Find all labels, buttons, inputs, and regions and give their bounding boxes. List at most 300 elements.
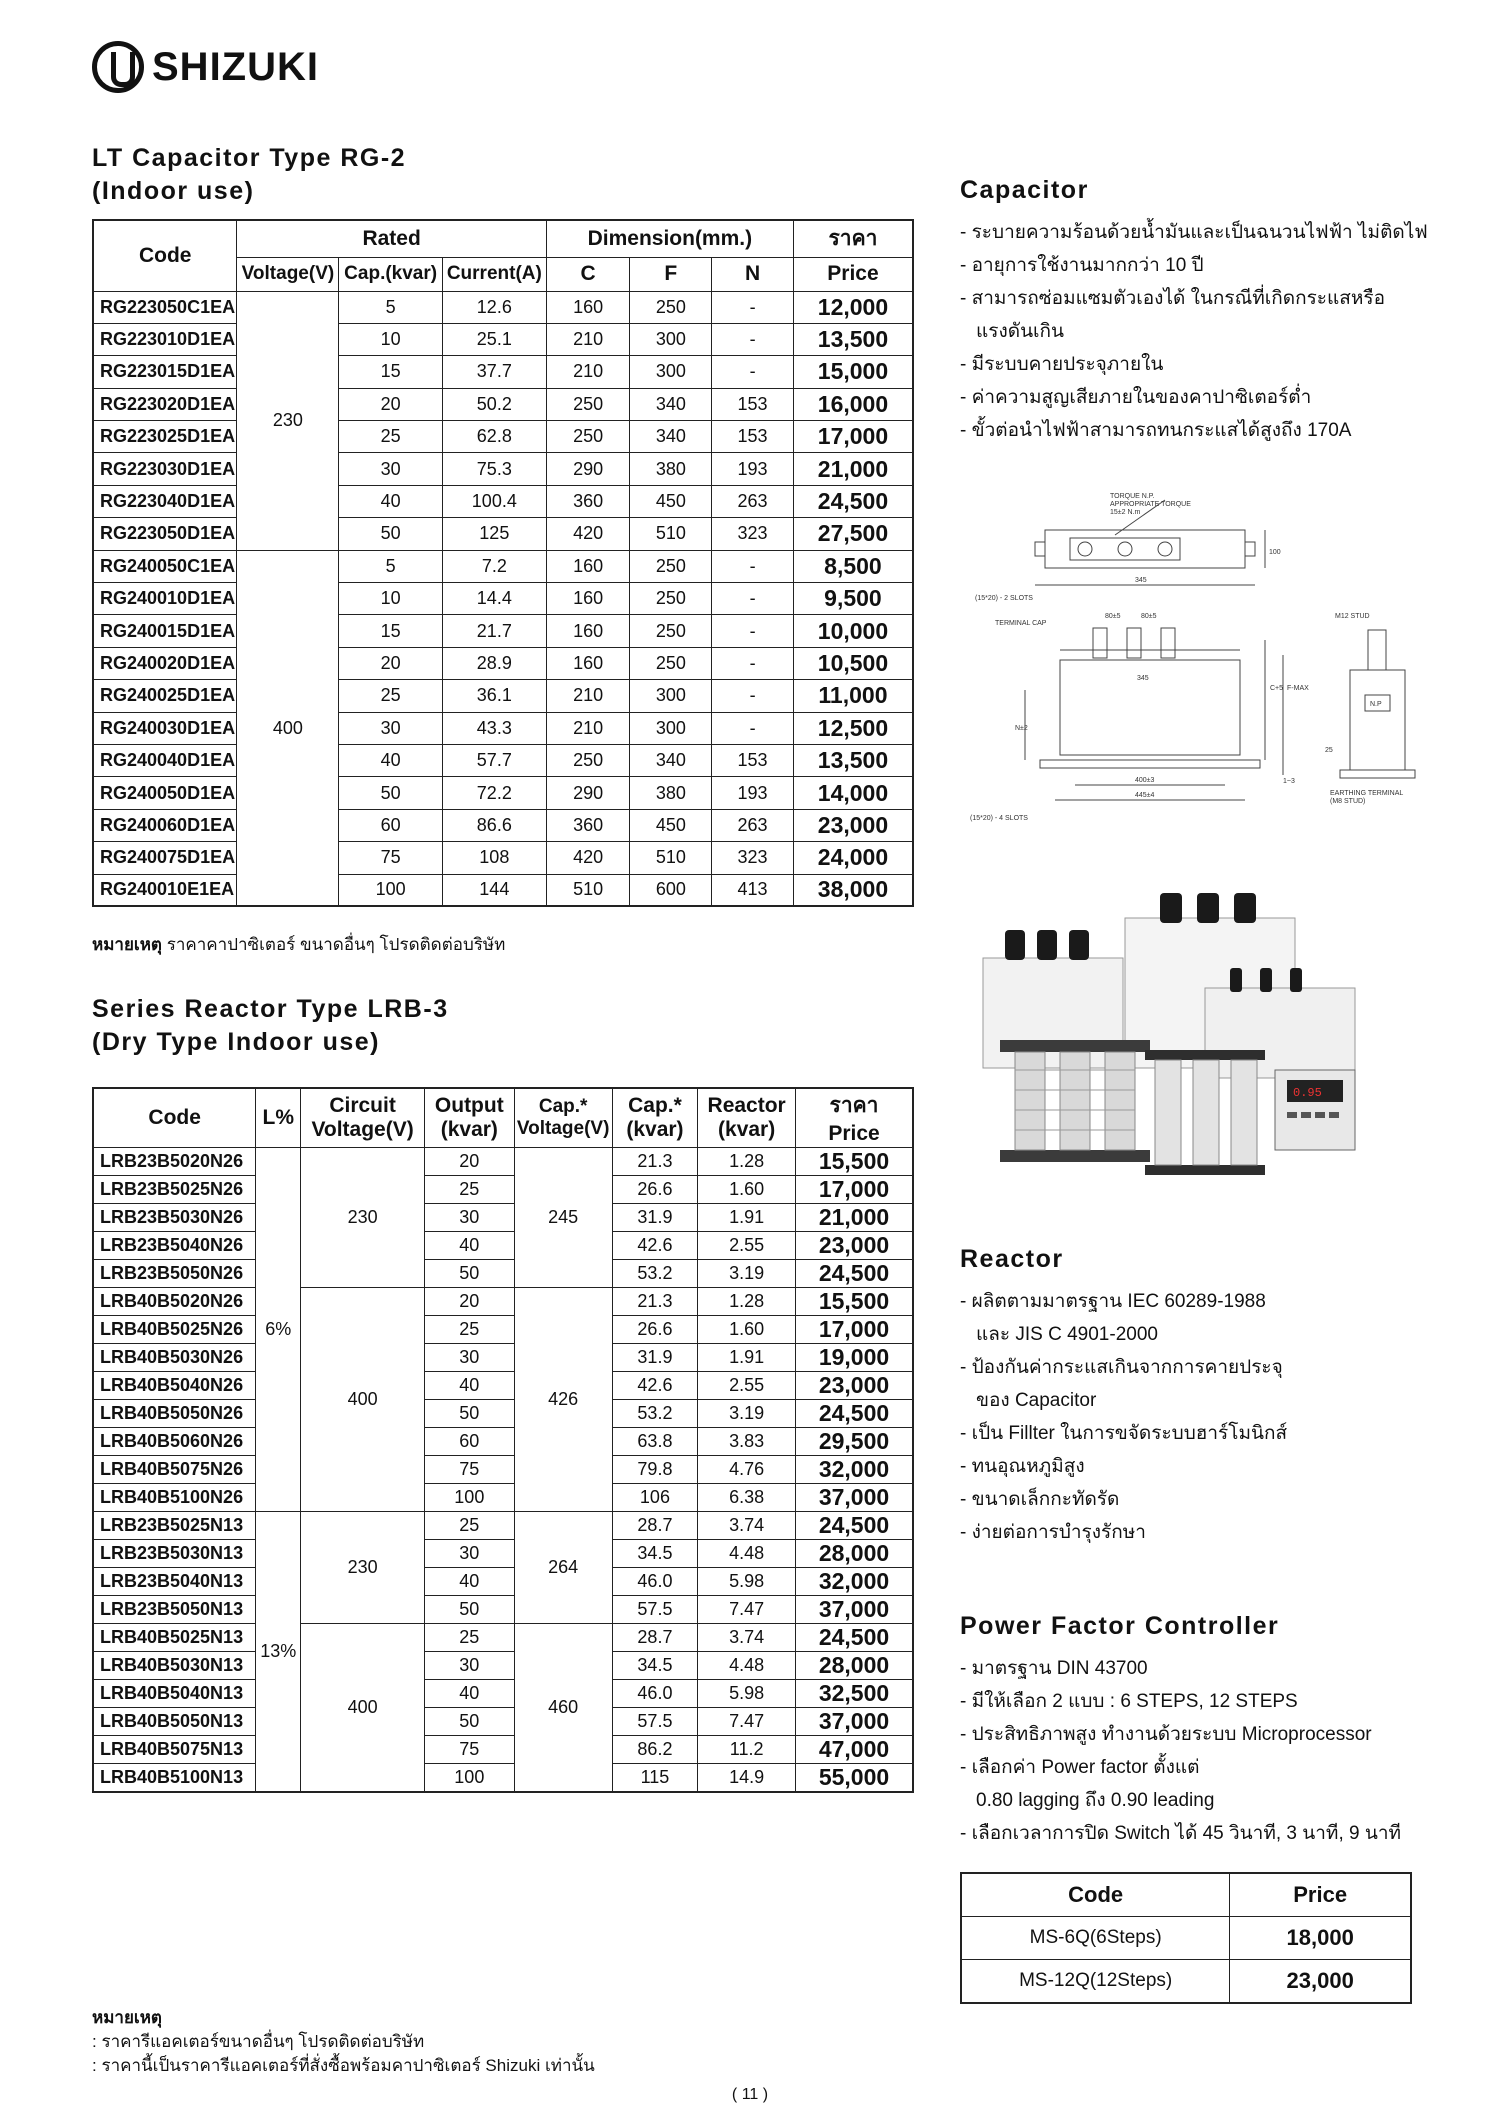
shizuki-logo — [92, 38, 319, 96]
cell-n: 153 — [712, 421, 794, 453]
cell-cap: 25 — [339, 421, 442, 453]
cell-price: 13,500 — [793, 323, 913, 355]
cell-output: 20 — [424, 1287, 514, 1315]
cell-current: 86.6 — [442, 809, 546, 841]
cell-cap-kvar: 53.2 — [612, 1399, 698, 1427]
cell-cap-voltage: 460 — [514, 1623, 612, 1792]
cell-code: LRB23B5030N13 — [93, 1539, 256, 1567]
cell-n: 153 — [712, 388, 794, 420]
cell-code: LRB23B5025N26 — [93, 1175, 256, 1203]
cell-c: 420 — [546, 518, 630, 550]
cell-n: 263 — [712, 809, 794, 841]
table-row — [93, 680, 913, 712]
cell-cap-kvar: 53.2 — [612, 1259, 698, 1287]
feature-text: - ค่าความสูญเสียภายในของคาปาซิเตอร์ต่ำ — [960, 387, 1312, 408]
pfc-col-code: Code — [961, 1873, 1230, 1917]
cell-price: 24,500 — [793, 485, 913, 517]
cell-code: LRB40B5075N13 — [93, 1735, 256, 1763]
cell-c: 360 — [546, 809, 630, 841]
cell-c: 160 — [546, 550, 630, 582]
cell-cap-kvar: 57.5 — [612, 1707, 698, 1735]
table-row — [93, 1567, 913, 1595]
cell-n: - — [712, 712, 794, 744]
cell-price: 15,500 — [796, 1287, 913, 1315]
cell-cap: 10 — [339, 583, 442, 615]
cell-c: 290 — [546, 453, 630, 485]
cell-price: 23,000 — [796, 1371, 913, 1399]
cell-price: 24,500 — [796, 1623, 913, 1651]
cell-output: 60 — [424, 1427, 514, 1455]
cell-code: LRB40B5040N13 — [93, 1679, 256, 1707]
drawing-torque-label3: 15±2 N.m — [1110, 509, 1141, 516]
table-row — [93, 485, 913, 517]
cell-cap-voltage: 264 — [514, 1511, 612, 1623]
cell-cap: 60 — [339, 809, 442, 841]
cell-code: RG240025D1EA — [93, 680, 237, 712]
cell-reactor-kvar: 4.76 — [698, 1455, 796, 1483]
cell-code: RG223040D1EA — [93, 485, 237, 517]
cell-cap: 20 — [339, 388, 442, 420]
cell-output: 50 — [424, 1399, 514, 1427]
cell-cap-kvar: 34.5 — [612, 1539, 698, 1567]
capacitor-info-title: Capacitor — [960, 176, 1089, 204]
table-row — [93, 744, 913, 776]
cell-output: 30 — [424, 1343, 514, 1371]
cell-code: RG223020D1EA — [93, 388, 237, 420]
cell-current: 25.1 — [442, 323, 546, 355]
cell-cap: 20 — [339, 647, 442, 679]
col-cap-voltage: Cap.* Voltage(V) — [514, 1088, 612, 1147]
cell-price: 13,500 — [793, 744, 913, 776]
feature-item — [960, 1718, 1450, 1751]
col-code: Code — [93, 220, 237, 291]
table-row — [93, 1287, 913, 1315]
cell-f: 510 — [630, 518, 712, 550]
cell-reactor-kvar: 1.60 — [698, 1175, 796, 1203]
cell-code: LRB40B5030N13 — [93, 1651, 256, 1679]
cell-reactor-kvar: 7.47 — [698, 1595, 796, 1623]
drawing-dim-80b: 80±5 — [1141, 613, 1157, 620]
cell-price: 37,000 — [796, 1707, 913, 1735]
cell-circuit-voltage: 230 — [301, 1511, 425, 1623]
cell-n: - — [712, 291, 794, 323]
cell-cap-kvar: 26.6 — [612, 1175, 698, 1203]
feature-text-cont: แรงดันเกิน — [976, 321, 1065, 342]
feature-text-cont: ของ Capacitor — [976, 1390, 1097, 1411]
drawing-slots-top: (15*20) - 2 SLOTS — [975, 595, 1033, 602]
drawing-m12-stud: M12 STUD — [1335, 613, 1370, 620]
cell-code: LRB23B5025N13 — [93, 1511, 256, 1539]
cell-output: 25 — [424, 1175, 514, 1203]
table-row — [93, 1595, 913, 1623]
feature-item — [960, 1417, 1440, 1450]
feature-item — [960, 1685, 1450, 1718]
cell-n: 323 — [712, 518, 794, 550]
cell-n: - — [712, 356, 794, 388]
table-row — [93, 291, 913, 323]
cell-cap-kvar: 34.5 — [612, 1651, 698, 1679]
cell-n: - — [712, 680, 794, 712]
cell-code: RG240060D1EA — [93, 809, 237, 841]
feature-item — [960, 1516, 1440, 1549]
cell-code: RG240015D1EA — [93, 615, 237, 647]
cell-reactor-kvar: 1.60 — [698, 1315, 796, 1343]
cell-reactor-kvar: 5.98 — [698, 1567, 796, 1595]
cell-voltage: 230 — [237, 291, 339, 550]
cell-output: 20 — [424, 1147, 514, 1175]
cell-current: 12.6 — [442, 291, 546, 323]
cell-f: 300 — [630, 712, 712, 744]
cell-circuit-voltage: 400 — [301, 1623, 425, 1792]
cell-cap-kvar: 63.8 — [612, 1427, 698, 1455]
cell-code: LRB40B5050N26 — [93, 1399, 256, 1427]
cell-code: RG240050D1EA — [93, 777, 237, 809]
cell-reactor-kvar: 11.2 — [698, 1735, 796, 1763]
drawing-f-max: F-MAX — [1287, 685, 1309, 692]
table-row — [93, 323, 913, 355]
feature-item — [960, 1483, 1440, 1516]
drawing-dim-25: 25 — [1325, 747, 1333, 754]
cell-reactor-kvar: 4.48 — [698, 1539, 796, 1567]
cell-c: 210 — [546, 712, 630, 744]
table-row — [93, 1511, 913, 1539]
cell-c: 250 — [546, 421, 630, 453]
table-row — [93, 647, 913, 679]
cell-price: 12,500 — [793, 712, 913, 744]
feature-text-cont: และ JIS C 4901-2000 — [976, 1324, 1158, 1345]
reactor-info-title: Reactor — [960, 1245, 1064, 1273]
cell-f: 250 — [630, 647, 712, 679]
cell-c: 290 — [546, 777, 630, 809]
cell-cap-kvar: 42.6 — [612, 1231, 698, 1259]
cell-cap-kvar: 86.2 — [612, 1735, 698, 1763]
feature-item — [960, 348, 1440, 381]
cell-cap-voltage: 245 — [514, 1147, 612, 1287]
cell-reactor-kvar: 5.98 — [698, 1679, 796, 1707]
cell-f: 510 — [630, 842, 712, 874]
table-row — [93, 1679, 913, 1707]
cell-f: 600 — [630, 874, 712, 906]
cell-f: 340 — [630, 388, 712, 420]
col-reactor-kvar: Reactor (kvar) — [698, 1088, 796, 1147]
cell-c: 160 — [546, 615, 630, 647]
col-n: N — [712, 257, 794, 291]
cell-price: 27,500 — [793, 518, 913, 550]
cell-cap: 10 — [339, 323, 442, 355]
cell-cap: 50 — [339, 777, 442, 809]
cell-current: 100.4 — [442, 485, 546, 517]
cell-current: 43.3 — [442, 712, 546, 744]
cell-output: 50 — [424, 1707, 514, 1735]
cell-code: RG240030D1EA — [93, 712, 237, 744]
cell-cap: 30 — [339, 453, 442, 485]
cell-f: 380 — [630, 453, 712, 485]
cell-price: 32,000 — [796, 1567, 913, 1595]
cell-cap: 75 — [339, 842, 442, 874]
cell-cap-kvar: 79.8 — [612, 1455, 698, 1483]
table-row — [93, 1371, 913, 1399]
table-row — [93, 421, 913, 453]
cell-current: 14.4 — [442, 583, 546, 615]
cell-circuit-voltage: 400 — [301, 1287, 425, 1511]
cell-cap-kvar: 115 — [612, 1763, 698, 1792]
cell-price: 24,500 — [796, 1511, 913, 1539]
feature-item — [960, 1652, 1450, 1685]
cell-code: RG240020D1EA — [93, 647, 237, 679]
cell-f: 300 — [630, 356, 712, 388]
capacitor-table-title: LT Capacitor Type RG-2 (Indoor use) — [92, 144, 407, 205]
table-row — [93, 842, 913, 874]
cell-output: 40 — [424, 1679, 514, 1707]
table-row — [93, 777, 913, 809]
cell-price: 38,000 — [793, 874, 913, 906]
cell-code: LRB23B5040N13 — [93, 1567, 256, 1595]
cell-f: 250 — [630, 291, 712, 323]
cell-price: 23,000 — [793, 809, 913, 841]
cell-cap-kvar: 21.3 — [612, 1147, 698, 1175]
cell-current: 50.2 — [442, 388, 546, 420]
cell-f: 250 — [630, 615, 712, 647]
cell-price: 24,500 — [796, 1259, 913, 1287]
cell-code: LRB40B5100N26 — [93, 1483, 256, 1511]
table-row — [93, 1147, 913, 1175]
cell-price: 28,000 — [796, 1539, 913, 1567]
cell-reactor-kvar: 3.74 — [698, 1623, 796, 1651]
cell-current: 37.7 — [442, 356, 546, 388]
cell-code: RG240075D1EA — [93, 842, 237, 874]
product-photo — [975, 890, 1425, 1180]
cell-reactor-kvar: 2.55 — [698, 1231, 796, 1259]
cell-current: 28.9 — [442, 647, 546, 679]
table-row — [961, 1960, 1411, 2004]
drawing-terminal-cap: TERMINAL CAP — [995, 620, 1047, 627]
cell-price: 15,500 — [796, 1147, 913, 1175]
cell-output: 30 — [424, 1539, 514, 1567]
table-row — [93, 1175, 913, 1203]
drawing-n2: N±2 — [1015, 725, 1028, 732]
feature-text: - เลือกค่า Power factor ตั้งแต่ — [960, 1757, 1200, 1778]
cell-cap: 50 — [339, 518, 442, 550]
feature-item — [960, 1351, 1440, 1417]
table-row — [93, 1763, 913, 1792]
feature-text: - มาตรฐาน DIN 43700 — [960, 1658, 1148, 1679]
table-row — [93, 388, 913, 420]
cell-current: 75.3 — [442, 453, 546, 485]
feature-text: - สามารถซ่อมแซมตัวเองได้ ในกรณีที่เกิดกระแสหรือ — [960, 288, 1385, 309]
cell-code: RG223050C1EA — [93, 291, 237, 323]
capacitor-note: หมายเหตุ ราคาคาปาซิเตอร์ ขนาดอื่นๆ โปรดติดต่อบริษัท — [92, 935, 506, 954]
cell-price: 15,000 — [793, 356, 913, 388]
pfc-info-title: Power Factor Controller — [960, 1612, 1280, 1640]
feature-text: - ระบายความร้อนด้วยน้ำมันและเป็นฉนวนไฟฟ้า ไม่ติดไฟ — [960, 222, 1428, 243]
table-row — [93, 518, 913, 550]
pfc-cell-price: 18,000 — [1230, 1917, 1411, 1960]
cell-voltage: 400 — [237, 550, 339, 906]
cell-cap: 5 — [339, 291, 442, 323]
cell-code: LRB40B5040N26 — [93, 1371, 256, 1399]
cell-c: 250 — [546, 388, 630, 420]
cell-price: 21,000 — [796, 1203, 913, 1231]
cell-cap: 5 — [339, 550, 442, 582]
cell-cap-kvar: 42.6 — [612, 1371, 698, 1399]
table-row — [93, 1427, 913, 1455]
feature-text: - ขั้วต่อนำไฟฟ้าสามารถทนกระแสได้สูงถึง 170A — [960, 420, 1352, 441]
cell-price: 10,500 — [793, 647, 913, 679]
cell-c: 360 — [546, 485, 630, 517]
feature-item — [960, 249, 1440, 282]
cell-cap: 30 — [339, 712, 442, 744]
cell-reactor-kvar: 1.28 — [698, 1147, 796, 1175]
cell-reactor-kvar: 7.47 — [698, 1707, 796, 1735]
table-row — [93, 1707, 913, 1735]
cell-c: 250 — [546, 744, 630, 776]
cell-price: 17,000 — [796, 1175, 913, 1203]
cell-price: 23,000 — [796, 1231, 913, 1259]
cell-output: 75 — [424, 1735, 514, 1763]
drawing-np: N.P — [1370, 701, 1382, 708]
cell-code: LRB40B5075N26 — [93, 1455, 256, 1483]
feature-text: - ประสิทธิภาพสูง ทำงานด้วยระบบ Microprocessor — [960, 1724, 1372, 1745]
cell-current: 57.7 — [442, 744, 546, 776]
cell-code: RG223025D1EA — [93, 421, 237, 453]
cell-n: - — [712, 323, 794, 355]
cell-price: 55,000 — [796, 1763, 913, 1792]
table-row — [93, 1651, 913, 1679]
cell-n: 153 — [712, 744, 794, 776]
cell-f: 450 — [630, 485, 712, 517]
cell-cap-kvar: 26.6 — [612, 1315, 698, 1343]
feature-item — [960, 381, 1440, 414]
feature-text: - มีระบบคายประจุภายใน — [960, 354, 1164, 375]
cell-cap: 15 — [339, 356, 442, 388]
cell-cap-voltage: 426 — [514, 1287, 612, 1511]
cell-output: 50 — [424, 1259, 514, 1287]
cell-c: 420 — [546, 842, 630, 874]
feature-text: - ง่ายต่อการบำรุงรักษา — [960, 1522, 1146, 1543]
feature-text-cont: 0.80 lagging ถึง 0.90 leading — [976, 1790, 1215, 1811]
cell-output: 25 — [424, 1315, 514, 1343]
cell-reactor-kvar: 14.9 — [698, 1763, 796, 1792]
col-c: C — [546, 257, 630, 291]
cell-reactor-kvar: 2.55 — [698, 1371, 796, 1399]
cell-reactor-kvar: 6.38 — [698, 1483, 796, 1511]
cell-reactor-kvar: 4.48 — [698, 1651, 796, 1679]
drawing-dim-80a: 80±5 — [1105, 613, 1121, 620]
cell-cap: 100 — [339, 874, 442, 906]
cell-current: 36.1 — [442, 680, 546, 712]
reactor-note: หมายเหตุ : ราคารีแอคเตอร์ขนาดอื่นๆ โปรดติดต่อบริษัท : ราคานี้เป็นราคารีแอคเตอร์ที่สั่งซื้อพร้อมคาปาซิเตอร์ Shizuki เท่านั้น — [92, 2008, 595, 2075]
table-row — [93, 1315, 913, 1343]
cell-current: 144 — [442, 874, 546, 906]
table-row — [93, 583, 913, 615]
table-row — [93, 550, 913, 582]
col-cap: Cap.(kvar) — [339, 257, 442, 291]
cell-cap-kvar: 31.9 — [612, 1343, 698, 1371]
drawing-earthing2: (M8 STUD) — [1330, 798, 1366, 805]
cell-code: RG240010D1EA — [93, 583, 237, 615]
cell-output: 50 — [424, 1595, 514, 1623]
table-row — [93, 1343, 913, 1371]
pfc-cell-code: MS-12Q(12Steps) — [961, 1960, 1230, 2004]
cell-output: 25 — [424, 1511, 514, 1539]
col-voltage: Voltage(V) — [237, 257, 339, 291]
cell-price: 9,500 — [793, 583, 913, 615]
cell-f: 300 — [630, 680, 712, 712]
table-row — [961, 1917, 1411, 1960]
cell-code: LRB23B5050N26 — [93, 1259, 256, 1287]
pfc-features — [960, 1652, 1450, 1850]
reactor-price-table — [92, 1087, 914, 1793]
cell-code: LRB23B5040N26 — [93, 1231, 256, 1259]
cell-price: 37,000 — [796, 1595, 913, 1623]
col-code: Code — [93, 1088, 256, 1147]
cell-current: 7.2 — [442, 550, 546, 582]
cell-c: 160 — [546, 583, 630, 615]
cell-n: 193 — [712, 453, 794, 485]
cell-output: 100 — [424, 1763, 514, 1792]
cell-reactor-kvar: 3.83 — [698, 1427, 796, 1455]
table-row — [93, 874, 913, 906]
drawing-dim-13: 1~3 — [1283, 778, 1295, 785]
cell-cap-kvar: 28.7 — [612, 1623, 698, 1651]
cell-c: 510 — [546, 874, 630, 906]
col-f: F — [630, 257, 712, 291]
reactor-features — [960, 1285, 1440, 1549]
cell-n: 413 — [712, 874, 794, 906]
cell-price: 32,500 — [796, 1679, 913, 1707]
cell-code: LRB40B5060N26 — [93, 1427, 256, 1455]
drawing-slots-bottom: (15*20) - 4 SLOTS — [970, 815, 1028, 822]
shizuki-logo-icon — [92, 41, 144, 93]
drawing-c-max: C+5 — [1270, 685, 1284, 692]
cell-code: RG240010E1EA — [93, 874, 237, 906]
feature-text: - ขนาดเล็กกะทัดรัด — [960, 1489, 1120, 1510]
brand-name: SHIZUKI — [152, 44, 319, 89]
cell-n: 323 — [712, 842, 794, 874]
col-output: Output (kvar) — [424, 1088, 514, 1147]
cell-price: 8,500 — [793, 550, 913, 582]
cell-c: 210 — [546, 323, 630, 355]
cell-current: 62.8 — [442, 421, 546, 453]
cell-f: 300 — [630, 323, 712, 355]
col-price-en: Price — [793, 257, 913, 291]
cell-output: 75 — [424, 1455, 514, 1483]
cell-cap-kvar: 46.0 — [612, 1567, 698, 1595]
cell-current: 72.2 — [442, 777, 546, 809]
cell-code: LRB23B5020N26 — [93, 1147, 256, 1175]
feature-item — [960, 216, 1440, 249]
feature-item — [960, 1751, 1450, 1817]
cell-price: 47,000 — [796, 1735, 913, 1763]
cell-f: 450 — [630, 809, 712, 841]
col-circuit-voltage: Circuit Voltage(V) — [301, 1088, 425, 1147]
table-row — [93, 1623, 913, 1651]
cell-price: 16,000 — [793, 388, 913, 420]
pfc-col-price: Price — [1230, 1873, 1411, 1917]
drawing-earthing: EARTHING TERMINAL — [1330, 790, 1404, 797]
cell-reactor-kvar: 3.74 — [698, 1511, 796, 1539]
cell-code: LRB40B5020N26 — [93, 1287, 256, 1315]
feature-text: - อายุการใช้งานมากกว่า 10 ปี — [960, 255, 1204, 276]
cell-cap-kvar: 106 — [612, 1483, 698, 1511]
table-row — [93, 1735, 913, 1763]
cell-n: - — [712, 550, 794, 582]
cell-code: LRB40B5025N26 — [93, 1315, 256, 1343]
cell-c: 210 — [546, 356, 630, 388]
cell-code: RG223010D1EA — [93, 323, 237, 355]
feature-text: - ป้องกันค่ากระแสเกินจากการคายประจุ — [960, 1357, 1283, 1378]
pfc-price-table — [960, 1872, 1412, 2004]
